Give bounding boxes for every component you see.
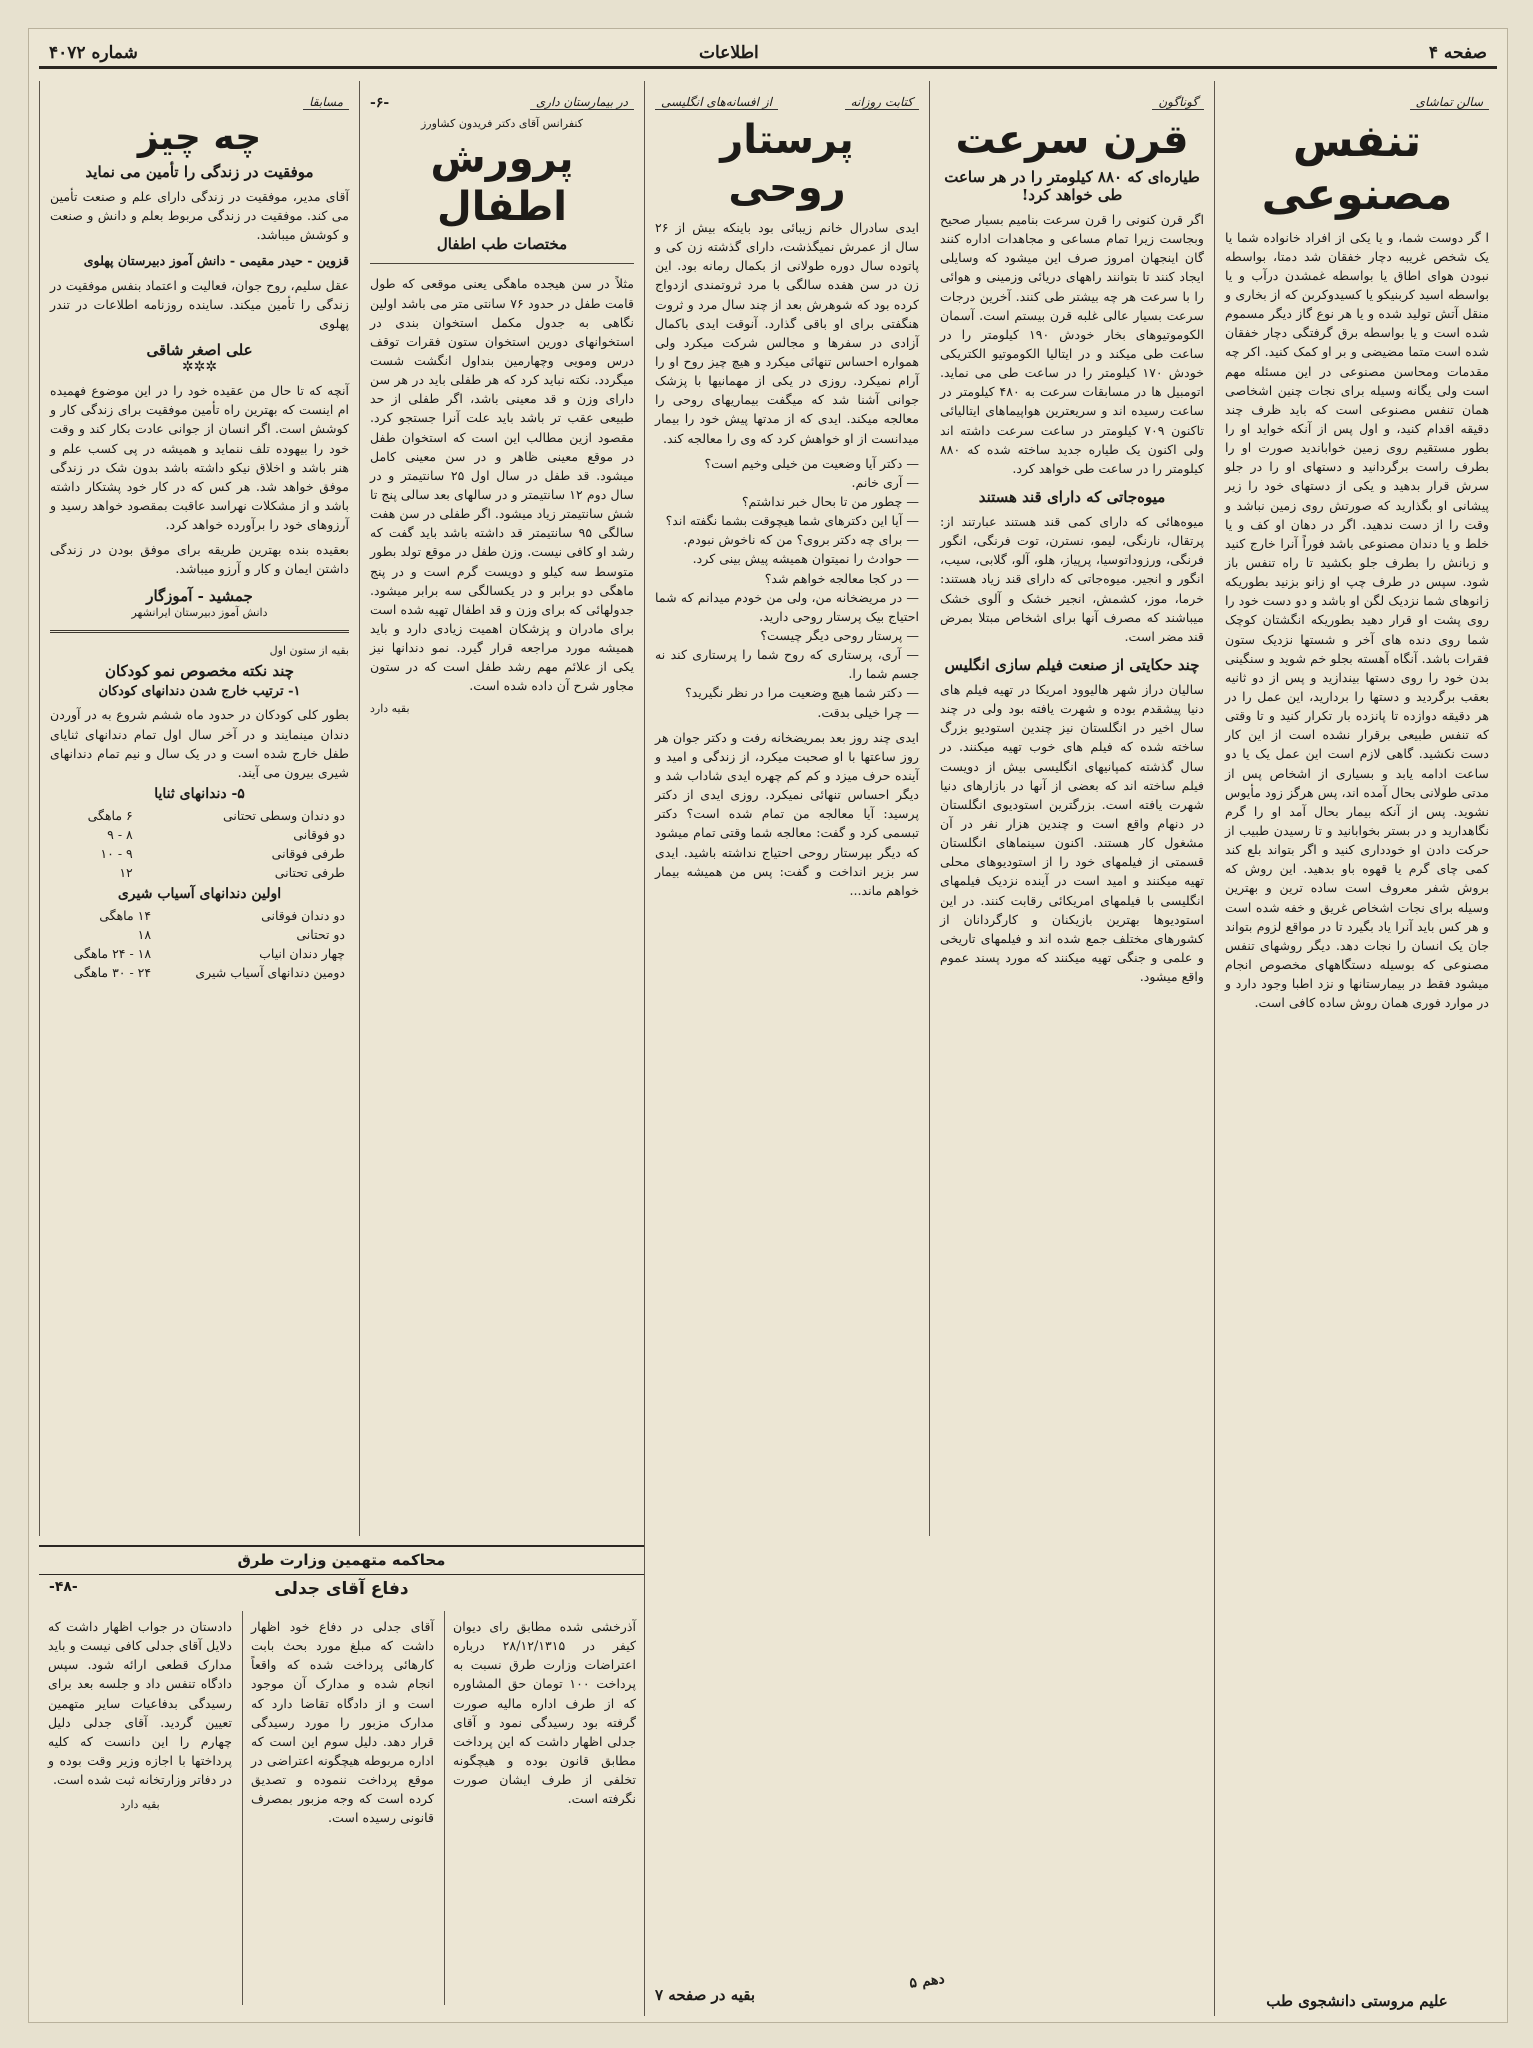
column-page-number: -۶- — [370, 94, 390, 111]
table-cell: ۶ ماهگی — [87, 807, 133, 823]
table-molars — [50, 906, 349, 982]
table-cell: ۱۸ - ۲۴ ماهگی — [73, 945, 152, 961]
section-tag: در بیمارستان داری — [530, 95, 634, 110]
story-body-continued: ایدی چند روز بعد بمریضخانه رفت و دکتر جوان هر روز ساعتها با او صحبت میکرد، از زندگی و امید و آینده حرف میزد و کم کم چهره ایدی شاداب شد و دیگر احساس تنهائی نمیکرد. روزی ایدی از دکتر پرسید: آیا معالجه من تمام شده است؟ دکتر تبسمی کرد و گفت: معالجه شما وقتی تمام میشود که دیگر بپرستار روحی احتیاج نداشته باشید. ایدی سر بزیر انداخت و گفت: پس من همیشه بیمار خواهم ماند... — [655, 729, 919, 898]
story-body: ایدی سادرال خانم زیبائی بود باینکه بیش از ۲۶ سال از عمرش نمیگذشت، دارای گذشته زن کی و پاتوده سال دوره طولانی از بکمال رمانه بود. این زن در سن هفده سالگی با مرد ثروتمندی ازدواج کرده بود که شوهرش بعد از چند سال مرد و ثروت هنگفتی برای او باقی گذارد. آنوقت ایدی باکمال آزادی در سفرها و مجالس شرکت میکرد ولی همواره احساس تنهائی میکرد و هیچ چیز روح او را آرام نمیکرد. روزی در یکی از مهمانیها با پزشک جوانی آشنا شد که میگفت بیماریهای روحی را معالجه میکند. ایدی که از مدتها پیش خود را بیمار میدانست از او خواهش کرد که وی را معالجه کند. — [655, 220, 919, 446]
article-subheading-teeth: ۱- ترتیب خارج شدن دندانهای کودکان — [98, 684, 301, 700]
byline: کنفرانس آقای دکتر فریدون کشاورز — [420, 117, 583, 130]
contest-entry: عقل سلیم، روح جوان، فعالیت و اعتماد بنفس موفقیت در زندگی را تأمین میکند. ساینده روزنامه اطلاعات در تندر پهلوی — [50, 277, 349, 332]
author-signature: علیم مروستی دانشجوی طب — [1266, 1992, 1448, 2010]
dialogue-line: — در مریضخانه من، ولی من خودم میدانم که شما احتیاج بیک پرستار روحی دارید. — [655, 589, 919, 624]
subheadline: طیاره‌ای که ۸۸۰ کیلومتر را در هر ساعت طی خواهد کرد! — [944, 168, 1200, 204]
contest-author: قزوین - حیدر مقیمی - دانش آموز دبیرستان پهلوی — [83, 252, 349, 268]
section-tag: سالن تماشای — [1410, 95, 1489, 110]
table-cell: ۱۸ — [137, 926, 152, 942]
dialogue-line: — آری، پرستاری که روح شما را پرستاری کند نه جسم شما را. — [655, 647, 919, 682]
trial-page-label: -۴۸- — [49, 1579, 78, 1595]
story-tags — [655, 81, 919, 116]
story-dialogue — [655, 454, 919, 722]
trial-column — [444, 1611, 644, 2005]
table-cell: دو تحتانی — [296, 926, 345, 942]
table-title-molars: اولین دندانهای آسیاب شیری — [117, 885, 282, 902]
trial-banner-title: محاکمه متهمین وزارت طرق — [237, 1551, 446, 1569]
newspaper-name: اطلاعات — [699, 43, 759, 63]
table-row — [50, 963, 349, 982]
table-row — [50, 806, 349, 825]
dialogue-line: — دکتر آیا وضعیت من خیلی وخیم است؟ — [704, 455, 919, 471]
table-cell: دومین دندانهای آسیاب شیری — [195, 964, 345, 980]
divider — [50, 630, 349, 633]
newspaper-page — [28, 28, 1508, 2023]
contest-author-school: دانش آموز دبیرستان ایرانشهر — [131, 605, 268, 619]
trial-paragraph: آقای جدلی در دفاع خود اظهار داشت که مبلغ مورد بحث بابت کارهائی پرداخت شده که واقعاً انجام شده و مدارک آن موجود است و از دادگاه تقاضا دارد که مدارک مزبور را مورد رسیدگی قرار دهد. دلیل سوم این است که اداره مربوطه هیچگونه اعتراضی در موقع پرداخت ننموده و تصدیق کرده است که وجه مزبور بمصرف قانونی رسیده است. — [251, 1619, 434, 1826]
column-contest — [39, 81, 359, 1536]
dialogue-line: — چرا خیلی بدقت. — [817, 704, 919, 720]
article-body: ا گر دوست شما، و یا یکی از افراد خانواده شما یا یک شخص غریبه دچار خفقان شد دمتا، بواسطه نبودن هوای اطاق یا بواسطه غمشدن درآب و یا بواسطه اسید کربنیکو یا کسیدوکربن که از بخاری و منقل آتش تولید شده و یا هر نوع گاز دیگر مسموم شده است و یا بواسطه برق گرفتگی دچار خفقان شده است متما مضیضی و بر او کمک کنید. اکر چه مقدمات ومحاسن مصنوعی در این مسئله مهم است ولی یگانه وسیله برای نجات چنین اشخاصی همان تنفس مصنوعی است که باید ظرف چند دقیقه اقدام کنید، و اول پس از آنکه خواید او را بطور مستقیم روی زمین خواباندید صورت او را بطرف راست برگردانید و دستهای او را در جلو سرش قرار بدهید و یکی از دستهای خود را زیر پیشانی او بگذارید که صورتش روی زمین نباشد و وقت را از دست ندهید. اگر در دهان او کف و یا خلط و یا دندان مصنوعی باشد فوراً آنرا خارج کنید و زبانش را بطرف جلو بکشید تا راه تنفس باز شود. سپس در طرف چپ او زانو بزنید بطوریکه زانوهای شما نزدیک لگن او باشد و دو دست خود را روی پشت او قرار دهید بطوریکه انگشتان کوچک شما روی دنده های آخر و شستها نزدیک ستون فقرات باشد. آنگاه آهسته بجلو خم شوید و سنگینی بدن خود را روی دستها بیندازید و پس از دو ثانیه بعقب برگردید و دستها را بردارید، این عمل را در هر دقیقه دوازده تا پانزده بار تکرار کنید و تا وقتی که تنفس طبیعی برقرار نشده است از این کار دست نکشید. گاهی لازم است این عمل یک یا دو ساعت ادامه یابد و بسیاری از اشخاص پس از مدتی طولانی بحال آمده اند، پس هرگز زود مأیوس نشوید. پس از آنکه بیمار بحال آمد او را گرم نگاهدارید و در بستر بخوابانید و تا رسیدن طبیب از حرکت دادن او خودداری کنید و اگر بتواند بلع کند کمی چای گرم یا قهوه باو بدهید. این روش که بروش شفر معروف است ساده ترین و بهترین وسیله برای نجات اشخاص غریق و خفه شده است و هر کس باید آنرا یاد بگیرد تا در مواقع لزوم بتواند جان یک انسان را نجات دهد. دیگر روشهای تنفس مصنوعی که بوسیله دستگاههای مخصوص انجام میشود فقط در بیمارستانها و نزد اطبا وجود دارد و در موارد فوری همان روش ساده کافی است. — [1225, 229, 1489, 1011]
dialogue-line: — حوادث را نمیتوان همیشه پیش بینی کرد. — [692, 551, 919, 567]
table-cell: ۲۴ - ۳۰ ماهگی — [73, 964, 152, 980]
dialogue-line: — پرستار روحی دیگر چیست؟ — [760, 627, 919, 643]
table-cell: دو فوقانی — [293, 826, 345, 842]
headline: پرستار روحی — [720, 117, 854, 211]
dialogue-line: — چطور من تا بحال خبر نداشتم؟ — [741, 493, 919, 509]
continued-from: بقیه از ستون اول — [269, 643, 349, 657]
dialogue-line: — آیا این دکترهای شما هیچوقت بشما نگفته اند؟ — [665, 513, 919, 529]
dialogue-line: — آری خانم. — [851, 474, 919, 490]
subheadline: مختصات طب اطفال — [436, 235, 568, 254]
article-body-fruits: میوه‌هائی که دارای کمی قند هستند عبارتند از: پرتقال، نارنگی، لیمو، نسترن، توت فرنگی، انگور فرنگی، ورزوداتوسیا، پرپیاز، هلو، آلو، گلابی، سیب، انگور و انجیر. میوه‌جاتی که دارای قند زیاد هستند: خرما، موز، کشمش، انجیر خشک و آلوی خشک میباشند که مصرف آنها برای اشخاص مبتلا بمرض قند مضر است. — [940, 513, 1204, 644]
trial-column — [40, 1611, 240, 2005]
page-header — [39, 39, 1497, 69]
table-cell: دو دندان وسطی تحتانی — [223, 807, 345, 823]
contest-author: علی اصغر شاقی — [146, 341, 253, 360]
trial-article — [39, 1545, 644, 2015]
subheadline: موفقیت در زندگی را تأمین می نماید — [85, 163, 314, 182]
page-number: صفحه ۴ — [1428, 43, 1487, 63]
section-tag: کتابت روزانه — [845, 95, 919, 110]
trial-paragraph: دادستان در جواب اظهار داشت که دلایل آقای جدلی کافی نیست و باید مدارک قطعی ارائه شود. سپس دادگاه تنفس داد و جلسه بعد برای رسیدگی بدفاعیات سایر متهمین تعیین گردید. آقای جدلی دلیل چهارم را این دانست که کلیه پرداختها با اجازه وزیر وقت بوده و در دفاتر وزارتخانه ثبت شده است. — [48, 1619, 232, 1788]
column-child-rearing — [359, 81, 644, 1536]
separator-stars: ✲✲✲ — [181, 359, 218, 376]
article-body-teeth: بطور کلی کودکان در حدود ماه ششم شروع به در آوردن دندان مینمایند و در آخر سال اول تمام دندانهای ثنایای طفل خارج شده است و در یک سال و نیم تمام دندانهای شیری بیرون می آیند. — [50, 707, 349, 780]
article-heading-film: چند حکایتی از صنعت فیلم سازی انگلیس — [944, 655, 1200, 674]
table-cell: دو دندان فوقانی — [261, 907, 345, 923]
section-tag: گوناگون — [1152, 95, 1204, 110]
headline: قرن سرعت — [955, 117, 1189, 163]
trial-subheadline-row — [39, 1579, 644, 1605]
table-row — [50, 925, 349, 944]
table-title-incisors: ۵- دندانهای ثنایا — [154, 785, 245, 802]
contest-intro: آقای مدیر، موفقیت در زندگی دارای علم و صنعت تأمین می کند. موفقیت در زندگی مربوط بعلم و دانش و صنعت و کوشش میباشد. — [50, 189, 349, 243]
continued-note: بقیه در صفحه ۷ — [655, 1986, 756, 2004]
article-heading-teeth: چند نکته مخصوص نمو کودکان — [104, 662, 295, 681]
trial-subheadline: دفاع آقای جدلی — [274, 1579, 409, 1599]
table-row — [50, 863, 349, 882]
table-cell: ۹ - ۱۰ — [100, 845, 133, 861]
headline: چه چیز — [137, 117, 262, 158]
headline: پرورش اطفال — [430, 136, 574, 231]
table-row — [50, 825, 349, 844]
column-artificial-respiration — [1214, 81, 1499, 2016]
trial-column — [242, 1611, 442, 2005]
dialogue-line: — دکتر شما هیچ وضعیت مرا در نظر نگیرید؟ — [685, 685, 919, 701]
table-incisors — [50, 806, 349, 882]
contest-author: جمشید - آموزگار — [146, 586, 253, 605]
contest-entry: آنچه که تا حال من عقیده خود را در این موضوع فهمیده ام اینست که بهترین راه تأمین موفقیت برای زندگی کار و کوشش است. اگر انسان از جوانی عادت بکار کند و وقت خود را بیهوده تلف ننماید و همیشه در پی کسب علم و هنر باشد و اخلاق نیکو داشته باشد بدون شک در زندگی موفق خواهد شد. هر کس که در کار خود پشتکار داشته باشد و از مشکلات نهراسد عاقبت بمقصود خواهد رسید و آرزوهای خود را برآورده خواهد کرد. — [50, 383, 349, 533]
table-cell: چهار دندان انیاب — [259, 945, 345, 961]
article-body: اگر قرن کنونی را قرن سرعت بنامیم بسیار صحیح وبجاست زیرا تمام مساعی و مجاهدات اداره کنند گان اینجهان امروز صرف این میشود که وسایلی ایجاد کنند تا بتوانند راههای دریائی وزمینی و هوائی را با سرعت هر چه بیشتر طی کنند. آخرین درجات سرعت بسیار عالی غلبه قرن بیستم است. آسمان الکوموتیوهای بخار خودش ۱۹۰ کیلومتر را در ساعت طی میکند و در ایتالیا الکوموتیو الکتریکی خودش ۱۷۰ کیلومتر را در ساعت طی می نماید. اتومبیل ها در مسابقات سرعت به ۴۸۰ کیلومتر در ساعت رسیده اند و سریعترین هواپیماهای ایتالیائی تاکنون ۷۰۹ کیلومتر در ساعت سرعت داشته اند ولی اکنون یک طیاره جدید ساخته شده که ۸۸۰ کیلومتر را در ساعت طی خواهد کرد. — [940, 212, 1205, 476]
table-row — [50, 944, 349, 963]
table-row — [50, 906, 349, 925]
column-header — [370, 81, 634, 116]
trial-banner — [39, 1547, 644, 1575]
table-row — [50, 844, 349, 863]
contest-entry: بعقیده بنده بهترین طریقه برای موفق بودن در زندگی داشتن ایمان و کار و آرزو میباشد. — [50, 542, 349, 577]
table-cell: طرفی فوقانی — [271, 845, 345, 861]
table-cell: ۱۴ ماهگی — [99, 907, 152, 923]
table-cell: طرفی تحتانی — [274, 864, 345, 880]
article-body-film: سالیان دراز شهر هالیوود امریکا در تهیه فیلم های دنیا پیشقدم بوده و شهرت یافته بود ولی در چند سال اخیر در انگلستان نیز چندین استودیو بزرگ ساخته شده که فیلم های خوب تهیه میکنند. در سال گذشته کمپانیهای انگلیسی بیش از دویست فیلم ساخته اند که بعضی از آنها در بازارهای دنیا شهرت یافته است. بزرگترین استودیوی انگلستان در دنهام واقع است و چندین هزار نفر در آن مشغول کار هستند. اکنون سینماهای انگلستان قسمتی از فیلمهای خود را از استودیوهای محلی تهیه میکنند و امید است در آینده نزدیک فیلمهای انگلیسی با فیلمهای امریکائی رقابت کنند. در این استودیوها بهترین بازیکنان و کارگردانان از کشورهای مختلف جمع شده اند و فیلمهای تاریخی و علمی و جنگی تهیه میکنند که مورد پسند عموم واقع میشود. — [940, 681, 1204, 985]
dialogue-line: — برای چه دکتر بروی؟ من که ناخوش نبودم. — [683, 532, 919, 548]
issue-number: شماره ۴۰۷۲ — [49, 43, 138, 63]
divider — [370, 263, 634, 264]
section-tag-secondary: از افسانه‌های انگلیسی — [655, 95, 778, 110]
headline: تنفس مصنوعی — [1261, 116, 1453, 220]
handwritten-note: دهم ۵ — [908, 1970, 946, 1992]
continued-note: بقیه دارد — [370, 702, 410, 716]
column-century-of-speed — [929, 81, 1214, 1536]
continued-note: بقیه دارد — [120, 1798, 160, 1812]
table-cell: ۱۲ — [119, 864, 133, 880]
table-cell: ۸ - ۹ — [107, 826, 133, 842]
trial-paragraph: آذرخشی شده مطابق رای دیوان کیفر در ۲۸/۱۲/۱۳۱۵ درباره اعتراضات وزارت طرق نسبت به پرداخت ۱۰۰ تومان حق المشاوره که از طرف اداره مالیه صورت گرفته بود رسیدگی نمود و آقای جدلی اظهار داشت که این پرداخت مطابق قانون بوده و هیچگونه تخلفی از طرف ایشان صورت نگرفته است. — [453, 1619, 637, 1807]
section-tag: مسابقا — [303, 95, 349, 110]
dialogue-line: — در کجا معالجه خواهم شد؟ — [764, 570, 919, 586]
article-body: مثلاً در سن هیجده ماهگی یعنی موقعی که طول قامت طفل در حدود ۷۶ سانتی متر می باشد اولین نگاهی به جدول مکمل استخوان بندی در استخوانهای دورین استخوان ستون فقرات توقف درس ومویی وچهارمین بنداول انگشت شست میگردد. نکته نباید کرد که هر طفلی باید در هر سن دارای وزن و قد معینی باشد، اگر طفلی از حد طبیعی عقب تر باشد باید علت آنرا جستجو کرد. مقصود ازین مطالب این است که استخوان طفل در موقع معینی ظاهر و در سن معینی کامل میشود. قد طفل در سال اول ۲۵ سانتیمتر و در سال دوم ۱۲ سانتیمتر و در سالهای بعد سالی پنج تا شش سانتیمتر زیاد میشود. اگر طفلی در سن هفت سالگی ۹۵ سانتیمتر قد داشته باشد باید گفت که رشد او کافی نیست. وزن طفل در موقع تولد بطور متوسط سه کیلو و دویست گرم است و در پنج ماهگی دو برابر و در یکسالگی سه برابر میشود. جدولهائی که برای وزن و قد اطفال تهیه شده است برای مادران و پزشکان اهمیت زیادی دارد و باید همیشه مورد مراجعه قرار گیرد. نمو دندانها نیز یکی از علائم مهم رشد طفل است که در ستون مجاور شرح آن داده شده است. — [370, 276, 634, 694]
article-heading-fruits: میوه‌جاتی که دارای قند هستند — [978, 487, 1166, 506]
column-spiritual-nurse — [644, 81, 929, 2016]
